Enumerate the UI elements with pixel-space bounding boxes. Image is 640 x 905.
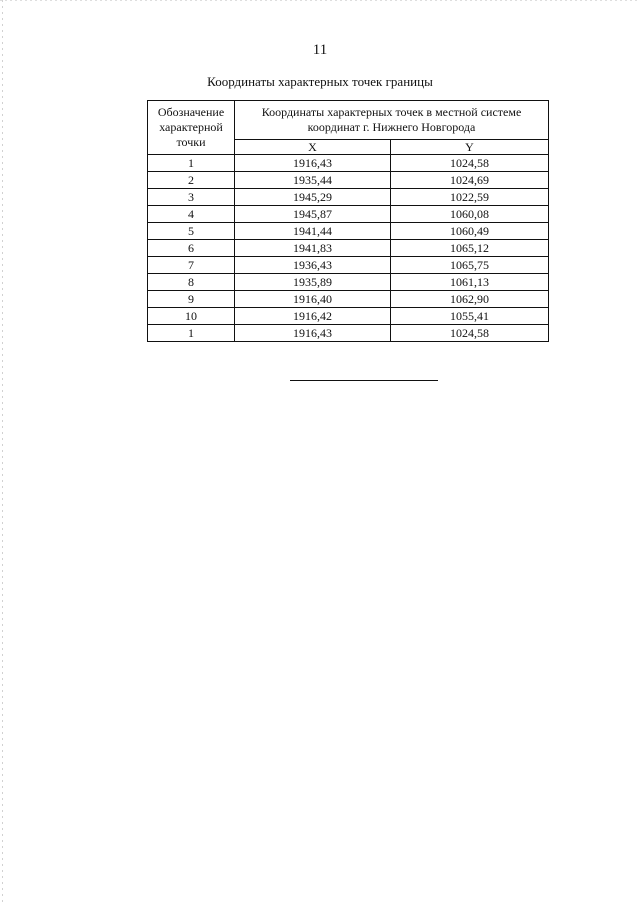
cell-y: 1065,12: [391, 240, 549, 257]
cell-y: 1055,41: [391, 308, 549, 325]
table-row: [148, 172, 549, 189]
cell-point: 3: [148, 189, 235, 206]
header-coordinate-system: Координаты характерных точек в местной системе координат г. Нижнего Новгорода: [235, 101, 549, 140]
table-header: [148, 101, 549, 155]
cell-x: 1916,40: [235, 291, 391, 308]
cell-y: 1062,90: [391, 291, 549, 308]
cell-y: 1024,58: [391, 155, 549, 172]
cell-y: 1022,59: [391, 189, 549, 206]
cell-y: 1060,08: [391, 206, 549, 223]
cell-point: 8: [148, 274, 235, 291]
table-row: [148, 206, 549, 223]
header-y: Y: [391, 140, 549, 155]
cell-x: 1916,43: [235, 325, 391, 342]
cell-point: 10: [148, 308, 235, 325]
cell-x: 1945,29: [235, 189, 391, 206]
scan-artifact-edge: [2, 0, 3, 905]
table-row: [148, 274, 549, 291]
table-row: [148, 189, 549, 206]
table-row: [148, 240, 549, 257]
cell-point: 6: [148, 240, 235, 257]
cell-point: 5: [148, 223, 235, 240]
cell-x: 1916,42: [235, 308, 391, 325]
header-row-main: [148, 101, 549, 140]
cell-x: 1941,83: [235, 240, 391, 257]
cell-y: 1065,75: [391, 257, 549, 274]
cell-point: 1: [148, 155, 235, 172]
table-body: [148, 155, 549, 342]
table-row: [148, 257, 549, 274]
cell-x: 1941,44: [235, 223, 391, 240]
cell-point: 9: [148, 291, 235, 308]
coordinates-table: [147, 100, 549, 342]
table-row: [148, 291, 549, 308]
table-title: Координаты характерных точек границы: [207, 74, 433, 89]
signature-line: [290, 380, 438, 381]
cell-y: 1061,13: [391, 274, 549, 291]
table-row: [148, 155, 549, 172]
cell-point: 1: [148, 325, 235, 342]
scan-artifact-top: [0, 0, 640, 1]
cell-x: 1935,44: [235, 172, 391, 189]
page-number: 11: [312, 42, 328, 58]
table-row: [148, 325, 549, 342]
cell-x: 1916,43: [235, 155, 391, 172]
cell-point: 2: [148, 172, 235, 189]
cell-point: 7: [148, 257, 235, 274]
cell-x: 1935,89: [235, 274, 391, 291]
table-row: [148, 308, 549, 325]
cell-y: 1024,69: [391, 172, 549, 189]
cell-x: 1936,43: [235, 257, 391, 274]
table-row: [148, 223, 549, 240]
header-x: X: [235, 140, 391, 155]
cell-point: 4: [148, 206, 235, 223]
cell-x: 1945,87: [235, 206, 391, 223]
header-point-designation: Обозначение характерной точки: [148, 101, 235, 155]
cell-y: 1024,58: [391, 325, 549, 342]
cell-y: 1060,49: [391, 223, 549, 240]
